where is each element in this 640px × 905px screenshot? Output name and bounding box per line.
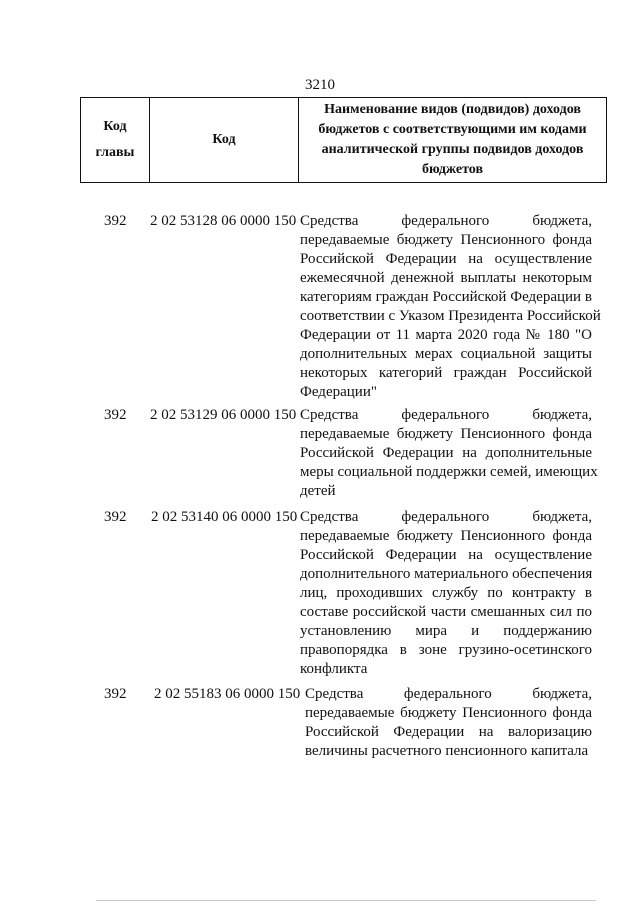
description-line: конфликта xyxy=(300,661,368,677)
header-chapter-code-line-1: Код xyxy=(103,119,127,134)
chapter-code: 392 xyxy=(104,407,127,423)
description-line: некоторых категорий граждан Российской xyxy=(300,365,592,381)
revenue-description xyxy=(300,406,598,501)
description-line: лиц, проходивших службу по контракту в xyxy=(300,585,592,601)
description-line: Средства федерального бюджета, xyxy=(300,213,592,229)
description-line: Российской Федерации на осуществление xyxy=(300,251,592,267)
header-chapter-code-line-2: главы xyxy=(95,145,135,160)
description-line: правопорядка в зоне грузино-осетинского xyxy=(300,642,592,658)
description-line: установлению мира и поддержанию xyxy=(300,623,592,639)
chapter-code: 392 xyxy=(104,686,127,702)
chapter-code: 392 xyxy=(104,213,127,229)
description-line: дополнительных мерах социальной защиты xyxy=(300,346,592,362)
description-line: категориям граждан Российской Федерации в xyxy=(300,289,592,305)
revenue-description xyxy=(300,212,601,402)
description-line: составе российской части смешанных сил по xyxy=(300,604,592,620)
revenue-code: 2 02 53129 06 0000 150 xyxy=(150,407,297,423)
chapter-code: 392 xyxy=(104,509,127,525)
page-number: 3210 xyxy=(305,77,335,93)
description-line: величины расчетного пенсионного капитала xyxy=(305,743,589,759)
description-line: Средства федерального бюджета, xyxy=(300,509,592,525)
header-name-line-3: аналитической группы подвидов доходов xyxy=(321,142,584,157)
description-line: Федерации от 11 марта 2020 года № 180 "О xyxy=(300,327,592,343)
description-line: Российской Федерации на осуществление xyxy=(300,547,592,563)
description-line: Средства федерального бюджета, xyxy=(305,686,592,702)
revenue-code: 2 02 53140 06 0000 150 xyxy=(151,509,298,525)
description-line: передаваемые бюджету Пенсионного фонда xyxy=(300,426,592,442)
description-line: детей xyxy=(300,483,336,499)
revenue-description xyxy=(300,508,592,679)
description-line: Российской Федерации на валоризацию xyxy=(305,724,592,740)
header-chapter-code xyxy=(81,98,150,183)
description-line: Российской Федерации на дополнительные xyxy=(300,445,592,461)
description-line: передаваемые бюджету Пенсионного фонда xyxy=(305,705,592,721)
table-header xyxy=(80,97,607,183)
revenue-code: 2 02 55183 06 0000 150 xyxy=(154,686,301,702)
description-line: меры социальной поддержки семей, имеющих xyxy=(300,464,598,480)
header-name-line-2: бюджетов с соответствующими им кодами xyxy=(318,122,587,137)
description-line: передаваемые бюджету Пенсионного фонда xyxy=(300,232,592,248)
description-line: дополнительного материального обеспечения xyxy=(300,566,593,582)
description-line: Федерации" xyxy=(300,384,377,400)
header-code xyxy=(150,98,299,183)
revenue-code: 2 02 53128 06 0000 150 xyxy=(150,213,297,229)
description-line: Средства федерального бюджета, xyxy=(300,407,592,423)
page-bottom-edge xyxy=(96,900,596,901)
description-line: передаваемые бюджету Пенсионного фонда xyxy=(300,528,592,544)
header-code-label: Код xyxy=(212,132,236,147)
revenue-description xyxy=(305,685,592,761)
description-line: ежемесячной денежной выплаты некоторым xyxy=(300,270,592,286)
description-line: соответствии с Указом Президента Российской xyxy=(300,308,601,324)
header-name-line-1: Наименование видов (подвидов) доходов xyxy=(324,102,581,117)
header-name xyxy=(299,98,607,183)
header-name-line-4: бюджетов xyxy=(421,162,484,177)
